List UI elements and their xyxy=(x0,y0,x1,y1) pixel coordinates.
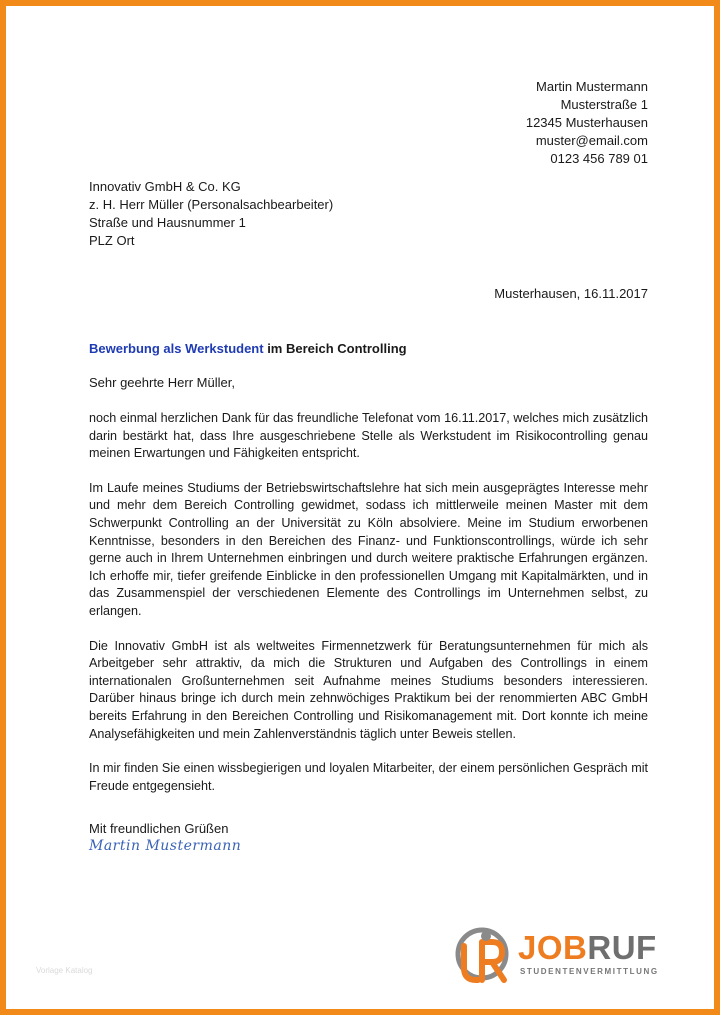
letter-page xyxy=(6,6,714,1009)
subject-highlight: Bewerbung als Werkstudent xyxy=(89,341,264,356)
letter-date: Musterhausen, 16.11.2017 xyxy=(494,286,648,301)
logo-word-job: JOB xyxy=(518,929,588,966)
recipient-city: PLZ Ort xyxy=(89,233,135,248)
sender-city: 12345 Musterhausen xyxy=(525,115,648,130)
watermark: Vorlage Katalog xyxy=(36,966,93,975)
handwritten-signature: Martin Mustermann xyxy=(89,838,242,854)
jobruf-logo-icon xyxy=(452,924,512,988)
subject-line xyxy=(89,340,407,358)
recipient-street: Straße und Hausnummer 1 xyxy=(89,215,246,230)
body-paragraph: Die Innovativ GmbH ist als weltweites Firmennetzwerk für Beratungsunternehmen für mich als Arbeitgeber sehr attraktiv, da mich die Strukturen und Aufgaben des Controllings in einem internationalen Großunternehmen seit Aufnahme meines Studiums besonders interessieren. Darüber hinaus bringe ich durch mein zehnwöchiges Praktikum bei der renommierten ABC GmbH bereits Erfahrung in den Bereichen Controlling und Risikomanagement mit. Dort konnte ich meine Analysefähigkeiten und mein Zahlenverständnis täglich unter Beweis stellen. xyxy=(89,638,648,741)
subject-rest: im Bereich Controlling xyxy=(263,341,407,356)
sender-email: muster@email.com xyxy=(535,133,648,148)
sender-name: Martin Mustermann xyxy=(536,79,648,94)
salutation: Sehr geehrte Herr Müller, xyxy=(89,375,235,390)
recipient-attention: z. H. Herr Müller (Personalsachbearbeiter) xyxy=(89,197,334,212)
body-paragraph: noch einmal herzlichen Dank für das freundliche Telefonat vom 16.11.2017, welches mich zusätzlich darin bestärkt hat, dass Ihre ausgeschriebene Stelle als Werkstudent im Risikocontrolling genau meinen Erwartungen und Fähigkeiten entspricht. xyxy=(89,411,648,461)
sender-street: Musterstraße 1 xyxy=(560,97,648,112)
jobruf-logo xyxy=(452,924,662,988)
logo-word-ruf: RUF xyxy=(587,929,657,966)
logo-wordmark xyxy=(518,930,657,966)
sender-phone: 0123 456 789 01 xyxy=(550,151,648,166)
closing-phrase: Mit freundlichen Grüßen xyxy=(89,821,229,836)
recipient-company: Innovativ GmbH & Co. KG xyxy=(89,179,241,194)
letter-body xyxy=(89,410,648,812)
recipient-address xyxy=(89,178,333,250)
sender-address xyxy=(526,78,648,168)
body-paragraph: In mir finden Sie einen wissbegierigen und loyalen Mitarbeiter, der einem persönlichen Gespräch mit Freude entgegensieht. xyxy=(89,761,648,793)
body-paragraph: Im Laufe meines Studiums der Betriebswirtschaftslehre hat sich mein ausgeprägtes Interesse mehr und mehr dem Bereich Controlling gewidmet, sodass ich mittlerweile meinen Master mit dem Schwerpunkt Controlling an der Universität zu Köln absolviere. Meine im Studium erworbenen Kenntnisse, besonders in den Bereichen des Finanz- und Funktionscontrollings, würde ich sehr gerne auch in Ihrem Unternehmen einbringen und durch weitere praktische Erfahrungen ergänzen. Ich erhoffe mir, tiefer greifende Einblicke in den professionellen Umgang mit Kapitalmärkten, und in das Zusammenspiel der verschiedenen Elemente des Controllings im Unternehmen selbst, zu erlangen. xyxy=(89,480,648,618)
logo-tagline: STUDENTENVERMITTLUNG xyxy=(520,967,659,976)
